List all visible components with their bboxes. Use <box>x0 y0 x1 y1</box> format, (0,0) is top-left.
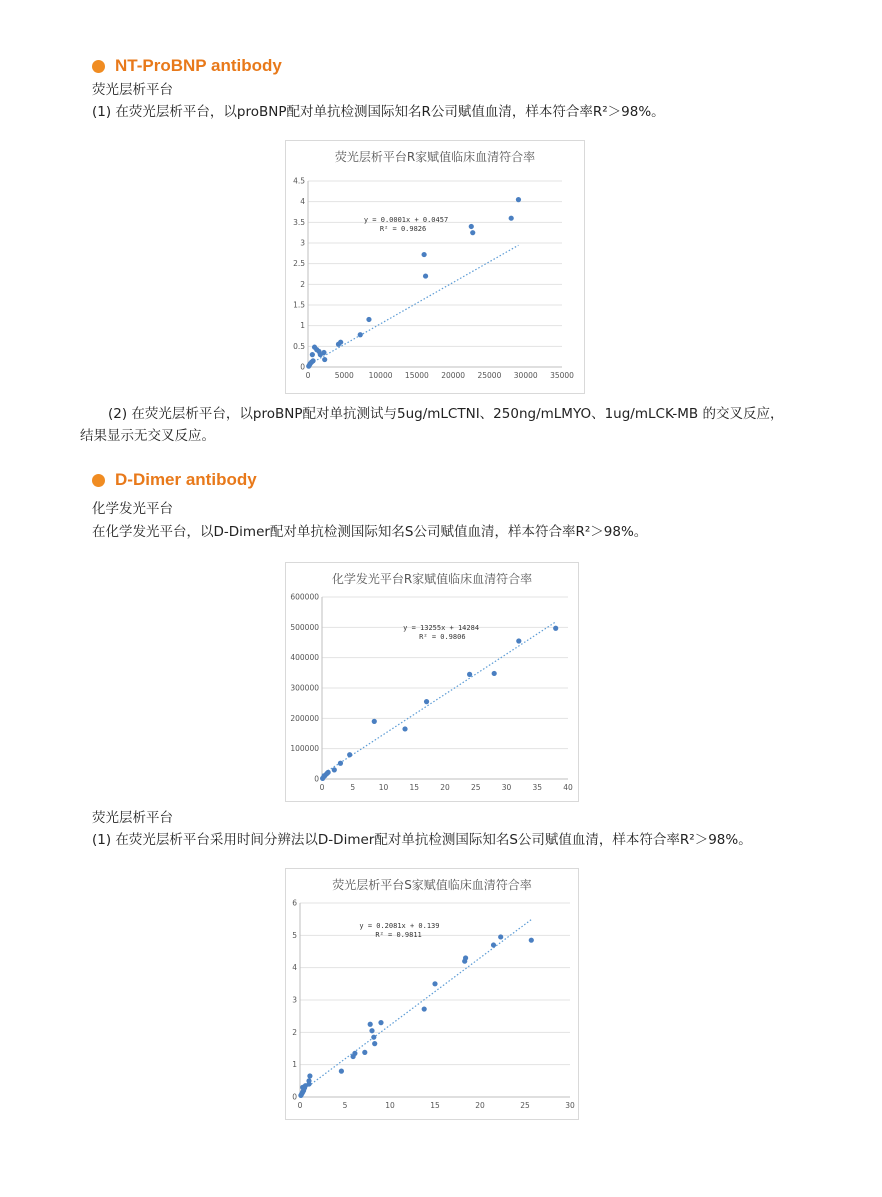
data-point <box>338 761 343 766</box>
data-point <box>422 1006 427 1011</box>
y-tick-label: 5 <box>292 930 297 940</box>
x-tick-label: 5 <box>342 1101 348 1110</box>
x-tick-label: 40 <box>563 783 573 792</box>
subheading: 化学发光平台 <box>92 501 173 517</box>
x-tick-label: 20 <box>440 783 450 792</box>
data-point <box>369 1028 374 1033</box>
r-squared-label: R² = 0.9826 <box>379 224 427 233</box>
y-tick-label: 600000 <box>290 592 319 602</box>
regression-equation: y = 13255x + 14284 <box>403 623 480 632</box>
x-tick-label: 30 <box>565 1101 575 1110</box>
data-point <box>402 726 407 731</box>
data-point <box>352 1051 357 1056</box>
data-point <box>362 1050 367 1055</box>
y-tick-label: 0 <box>314 774 319 784</box>
x-tick-label: 35 <box>532 783 543 792</box>
section-title-ddimer <box>92 470 257 490</box>
x-tick-label: 5 <box>350 783 356 792</box>
data-point <box>516 197 521 202</box>
y-tick-label: 500000 <box>290 622 319 632</box>
paragraph: (1) 在荧光层析平台采用时间分辨法以D-Dimer配对单抗检测国际知名S公司赋值血清，样本符合率R²＞98%。 <box>92 832 752 848</box>
data-point <box>492 671 497 676</box>
data-point <box>498 934 503 939</box>
paragraph-cross-reaction <box>80 403 820 447</box>
data-point <box>306 1078 311 1083</box>
y-tick-label: 2 <box>300 279 305 289</box>
y-tick-label: 4 <box>292 963 297 973</box>
y-tick-label: 3 <box>292 995 297 1005</box>
data-point <box>491 942 496 947</box>
y-tick-label: 1 <box>292 1060 297 1070</box>
regression-equation: y = 0.2081x + 0.139 <box>359 922 440 931</box>
data-point <box>553 626 558 631</box>
y-tick-label: 1.5 <box>293 300 305 310</box>
y-tick-label: 0 <box>292 1092 297 1102</box>
x-tick-label: 15 <box>409 783 420 792</box>
data-point <box>366 317 371 322</box>
y-tick-label: 300000 <box>290 683 319 693</box>
data-point <box>307 1073 312 1078</box>
chart-svg <box>286 563 578 801</box>
data-point <box>310 358 315 363</box>
data-point <box>339 1069 344 1074</box>
x-tick-label: 30000 <box>513 371 538 380</box>
x-tick-label: 15 <box>430 1101 440 1110</box>
data-point <box>332 767 337 772</box>
x-tick-label: 10 <box>385 1101 395 1110</box>
data-point <box>368 1022 373 1027</box>
y-tick-label: 200000 <box>290 713 319 723</box>
data-point <box>529 938 534 943</box>
x-tick-label: 0 <box>297 1101 303 1110</box>
y-tick-label: 6 <box>292 898 297 908</box>
x-tick-label: 15000 <box>404 371 429 380</box>
data-point <box>424 699 429 704</box>
y-tick-label: 2.5 <box>293 259 305 269</box>
r-squared-label: R² = 0.9811 <box>375 931 422 940</box>
data-point <box>469 224 474 229</box>
data-point <box>463 955 468 960</box>
x-tick-label: 10000 <box>368 371 393 380</box>
chart-svg <box>286 141 584 393</box>
data-point <box>371 1035 376 1040</box>
paragraph: (1) 在荧光层析平台，以proBNP配对单抗检测国际知名R公司赋值血清，样本符合率R²＞98%。 <box>92 104 665 120</box>
x-tick-label: 0 <box>319 783 325 792</box>
orange-bullet-icon <box>92 474 105 487</box>
subheading: 荧光层析平台 <box>92 810 173 826</box>
data-point <box>432 981 437 986</box>
data-point <box>423 273 428 278</box>
x-tick-label: 5000 <box>334 371 354 380</box>
x-tick-label: 25 <box>520 1101 530 1110</box>
data-point <box>310 352 315 357</box>
data-point <box>470 230 475 235</box>
section-title-text: NT-ProBNP antibody <box>115 56 282 75</box>
x-tick-label: 35000 <box>550 371 574 380</box>
y-tick-label: 3.5 <box>293 217 305 227</box>
scatter-chart-r-fluorescence <box>285 140 585 394</box>
orange-bullet-icon <box>92 60 105 73</box>
data-point <box>467 672 472 677</box>
data-point <box>509 216 514 221</box>
x-tick-label: 25000 <box>477 371 502 380</box>
y-tick-label: 4.5 <box>293 176 305 186</box>
paragraph-line: 结果显示无交叉反应。 <box>80 428 215 444</box>
data-point <box>347 752 352 757</box>
y-tick-label: 2 <box>292 1027 297 1037</box>
y-tick-label: 0.5 <box>293 341 305 351</box>
x-tick-label: 20000 <box>441 371 466 380</box>
data-point <box>338 340 343 345</box>
x-tick-label: 20 <box>475 1101 485 1110</box>
x-tick-label: 0 <box>305 371 311 380</box>
data-point <box>322 357 327 362</box>
paragraph-line: (2) 在荧光层析平台，以proBNP配对单抗测试与5ug/mLCTNI、250ng/mLMYO、1ug/mLCK-MB 的交叉反应， <box>108 406 784 422</box>
y-tick-label: 4 <box>300 197 305 207</box>
trendline <box>300 919 532 1093</box>
regression-equation: y = 0.0001x + 0.0457 <box>363 215 449 224</box>
y-tick-label: 1 <box>300 321 305 331</box>
trendline <box>322 622 556 775</box>
y-tick-label: 400000 <box>290 653 319 663</box>
y-tick-label: 3 <box>300 238 305 248</box>
data-point <box>372 1041 377 1046</box>
data-point <box>358 332 363 337</box>
data-point <box>422 252 427 257</box>
scatter-chart-r-chemiluminescence <box>285 562 579 802</box>
scatter-chart-s-fluorescence <box>285 868 579 1120</box>
chart-title: 荧光层析平台S家赋值临床血清符合率 <box>332 878 532 892</box>
x-tick-label: 10 <box>378 783 389 792</box>
chart-svg <box>286 869 578 1119</box>
chart-title: 荧光层析平台R家赋值临床血清符合率 <box>334 150 536 164</box>
data-point <box>321 350 326 355</box>
data-point <box>378 1020 383 1025</box>
y-tick-label: 0 <box>300 362 305 372</box>
y-tick-label: 100000 <box>290 744 319 754</box>
x-tick-label: 25 <box>470 783 481 792</box>
chart-title: 化学发光平台R家赋值临床血清符合率 <box>331 572 533 586</box>
section-title-ntprobnp <box>92 56 282 76</box>
section-title-text: D-Dimer antibody <box>115 470 257 489</box>
x-tick-label: 30 <box>501 783 512 792</box>
paragraph: 在化学发光平台，以D-Dimer配对单抗检测国际知名S公司赋值血清，样本符合率R²＞98%。 <box>92 524 648 540</box>
subheading: 荧光层析平台 <box>92 82 173 98</box>
data-point <box>326 770 331 775</box>
data-point <box>300 1085 305 1090</box>
data-point <box>516 638 521 643</box>
r-squared-label: R² = 0.9806 <box>419 632 466 641</box>
data-point <box>372 719 377 724</box>
